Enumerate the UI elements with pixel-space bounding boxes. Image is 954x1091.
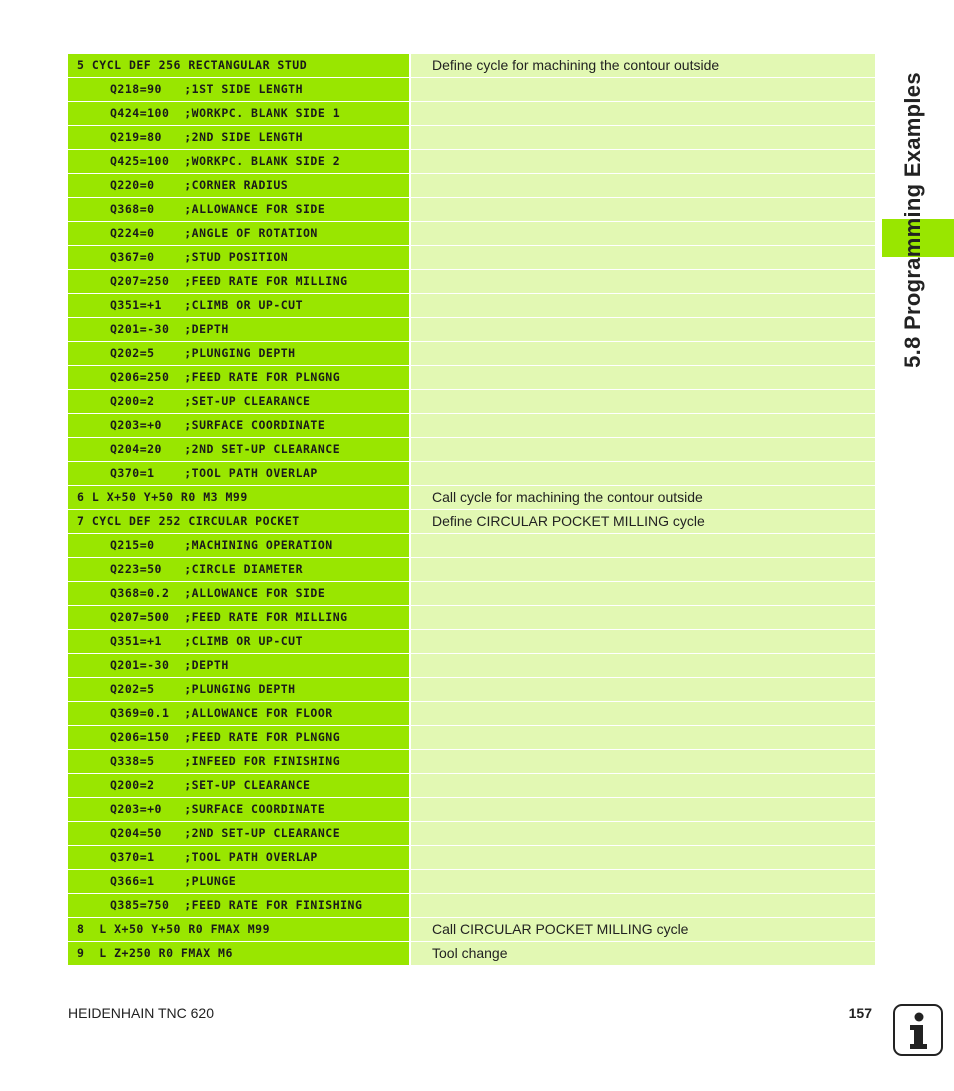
program-line-description xyxy=(411,750,875,773)
program-line-code: Q351=+1 ;CLIMB OR UP-CUT xyxy=(68,294,409,317)
program-line-code: 6 L X+50 Y+50 R0 M3 M99 xyxy=(68,486,409,509)
nc-program-table xyxy=(68,54,875,966)
program-line-description xyxy=(411,150,875,173)
program-line-code: Q202=5 ;PLUNGING DEPTH xyxy=(68,678,409,701)
program-line-description: Call cycle for machining the contour outside xyxy=(411,486,875,509)
program-line-description xyxy=(411,702,875,725)
program-row xyxy=(68,198,875,222)
program-row xyxy=(68,270,875,294)
program-line-code: Q201=-30 ;DEPTH xyxy=(68,654,409,677)
program-row xyxy=(68,78,875,102)
program-line-description xyxy=(411,246,875,269)
program-line-description xyxy=(411,678,875,701)
program-row xyxy=(68,606,875,630)
program-row xyxy=(68,726,875,750)
program-row xyxy=(68,870,875,894)
program-line-description xyxy=(411,438,875,461)
program-line-description xyxy=(411,222,875,245)
program-row xyxy=(68,846,875,870)
program-row xyxy=(68,102,875,126)
program-line-code: Q203=+0 ;SURFACE COORDINATE xyxy=(68,414,409,437)
program-row xyxy=(68,750,875,774)
program-line-description xyxy=(411,366,875,389)
program-row xyxy=(68,366,875,390)
program-line-code: Q219=80 ;2ND SIDE LENGTH xyxy=(68,126,409,149)
program-row xyxy=(68,942,875,966)
program-line-code: Q338=5 ;INFEED FOR FINISHING xyxy=(68,750,409,773)
program-line-code: Q366=1 ;PLUNGE xyxy=(68,870,409,893)
program-line-description xyxy=(411,870,875,893)
footer-product: HEIDENHAIN TNC 620 xyxy=(68,1005,215,1021)
program-line-description xyxy=(411,534,875,557)
program-line-description xyxy=(411,318,875,341)
program-row xyxy=(68,822,875,846)
program-line-description xyxy=(411,174,875,197)
program-row xyxy=(68,414,875,438)
program-line-code: Q368=0 ;ALLOWANCE FOR SIDE xyxy=(68,198,409,221)
program-line-code: Q206=250 ;FEED RATE FOR PLNGNG xyxy=(68,366,409,389)
program-line-description xyxy=(411,774,875,797)
program-row xyxy=(68,582,875,606)
program-line-code: 7 CYCL DEF 252 CIRCULAR POCKET xyxy=(68,510,409,533)
program-line-description xyxy=(411,654,875,677)
program-line-code: Q218=90 ;1ST SIDE LENGTH xyxy=(68,78,409,101)
program-line-code: Q200=2 ;SET-UP CLEARANCE xyxy=(68,390,409,413)
program-line-code: Q201=-30 ;DEPTH xyxy=(68,318,409,341)
program-row xyxy=(68,702,875,726)
program-row xyxy=(68,126,875,150)
program-line-description: Call CIRCULAR POCKET MILLING cycle xyxy=(411,918,875,941)
program-line-description xyxy=(411,846,875,869)
program-line-description xyxy=(411,198,875,221)
program-line-code: Q223=50 ;CIRCLE DIAMETER xyxy=(68,558,409,581)
program-line-description xyxy=(411,294,875,317)
program-row xyxy=(68,318,875,342)
program-line-code: 9 L Z+250 R0 FMAX M6 xyxy=(68,942,409,965)
section-title: 5.8 Programming Examples xyxy=(900,72,925,368)
program-line-description xyxy=(411,726,875,749)
program-line-description xyxy=(411,342,875,365)
program-line-description xyxy=(411,78,875,101)
program-line-code: Q367=0 ;STUD POSITION xyxy=(68,246,409,269)
program-row xyxy=(68,462,875,486)
program-line-code: Q204=50 ;2ND SET-UP CLEARANCE xyxy=(68,822,409,845)
program-line-code: Q207=500 ;FEED RATE FOR MILLING xyxy=(68,606,409,629)
program-line-code: Q368=0.2 ;ALLOWANCE FOR SIDE xyxy=(68,582,409,605)
info-icon xyxy=(893,1004,943,1056)
program-row xyxy=(68,438,875,462)
program-line-description xyxy=(411,894,875,917)
program-row xyxy=(68,630,875,654)
program-line-code: Q206=150 ;FEED RATE FOR PLNGNG xyxy=(68,726,409,749)
program-line-code: 5 CYCL DEF 256 RECTANGULAR STUD xyxy=(68,54,409,77)
program-row xyxy=(68,294,875,318)
program-line-description xyxy=(411,582,875,605)
program-row xyxy=(68,510,875,534)
program-line-code: Q203=+0 ;SURFACE COORDINATE xyxy=(68,798,409,821)
program-line-description xyxy=(411,798,875,821)
program-line-description: Define cycle for machining the contour outside xyxy=(411,54,875,77)
program-line-description xyxy=(411,606,875,629)
program-line-code: Q207=250 ;FEED RATE FOR MILLING xyxy=(68,270,409,293)
program-row xyxy=(68,174,875,198)
program-row xyxy=(68,654,875,678)
program-row xyxy=(68,54,875,78)
program-line-description: Tool change xyxy=(411,942,875,965)
program-row xyxy=(68,774,875,798)
program-row xyxy=(68,894,875,918)
program-row xyxy=(68,342,875,366)
program-line-code: Q370=1 ;TOOL PATH OVERLAP xyxy=(68,462,409,485)
program-line-code: Q200=2 ;SET-UP CLEARANCE xyxy=(68,774,409,797)
program-line-description xyxy=(411,630,875,653)
program-line-description: Define CIRCULAR POCKET MILLING cycle xyxy=(411,510,875,533)
program-line-code: Q204=20 ;2ND SET-UP CLEARANCE xyxy=(68,438,409,461)
program-row xyxy=(68,918,875,942)
program-line-description xyxy=(411,462,875,485)
program-row xyxy=(68,558,875,582)
program-row xyxy=(68,150,875,174)
program-line-description xyxy=(411,558,875,581)
program-line-code: Q224=0 ;ANGLE OF ROTATION xyxy=(68,222,409,245)
program-line-code: Q424=100 ;WORKPC. BLANK SIDE 1 xyxy=(68,102,409,125)
program-line-code: Q202=5 ;PLUNGING DEPTH xyxy=(68,342,409,365)
program-line-code: Q425=100 ;WORKPC. BLANK SIDE 2 xyxy=(68,150,409,173)
program-row xyxy=(68,246,875,270)
page-number: 157 xyxy=(848,1005,872,1021)
program-row xyxy=(68,222,875,246)
program-line-code: Q351=+1 ;CLIMB OR UP-CUT xyxy=(68,630,409,653)
program-line-description xyxy=(411,822,875,845)
program-line-code: Q385=750 ;FEED RATE FOR FINISHING xyxy=(68,894,409,917)
program-row xyxy=(68,534,875,558)
program-line-code: Q215=0 ;MACHINING OPERATION xyxy=(68,534,409,557)
program-line-description xyxy=(411,414,875,437)
program-line-code: 8 L X+50 Y+50 R0 FMAX M99 xyxy=(68,918,409,941)
program-row xyxy=(68,486,875,510)
program-line-description xyxy=(411,102,875,125)
program-row xyxy=(68,390,875,414)
program-row xyxy=(68,678,875,702)
program-line-code: Q369=0.1 ;ALLOWANCE FOR FLOOR xyxy=(68,702,409,725)
program-line-description xyxy=(411,390,875,413)
program-line-description xyxy=(411,126,875,149)
program-line-code: Q220=0 ;CORNER RADIUS xyxy=(68,174,409,197)
program-row xyxy=(68,798,875,822)
program-line-description xyxy=(411,270,875,293)
program-line-code: Q370=1 ;TOOL PATH OVERLAP xyxy=(68,846,409,869)
